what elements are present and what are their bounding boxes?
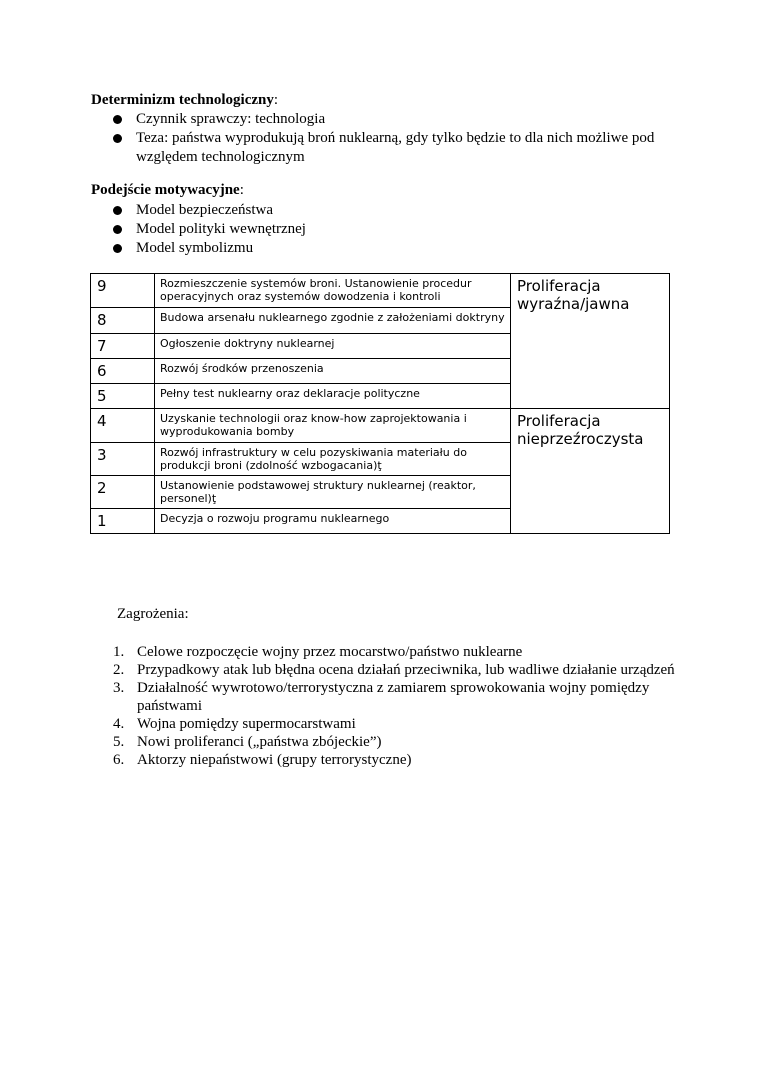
stage-description: Rozwój infrastruktury w celu pozyskiwania materiału do produkcji broni (zdolność wzbogacania)ţ xyxy=(155,443,511,476)
stage-description: Rozmieszczenie systemów broni. Ustanowienie procedur operacyjnych oraz systemów dowodzenia i kontroli xyxy=(155,274,511,308)
stage-description: Uzyskanie technologii oraz know-how zaprojektowania i wyprodukowania bomby xyxy=(155,409,511,443)
stage-number: 3 xyxy=(91,443,155,476)
stage-number: 7 xyxy=(91,334,155,359)
list-number: 2. xyxy=(113,662,125,678)
list-number: 3. xyxy=(113,680,125,696)
determinism-bullet-list xyxy=(112,110,682,167)
threats-list xyxy=(113,643,683,769)
stage-number: 2 xyxy=(91,476,155,509)
list-item: Model symbolizmu xyxy=(112,239,682,258)
stage-number: 5 xyxy=(91,384,155,409)
bullet-icon xyxy=(113,115,122,124)
bullet-icon xyxy=(113,244,122,253)
stage-number: 9 xyxy=(91,274,155,308)
stage-description: Pełny test nuklearny oraz deklaracje polityczne xyxy=(155,384,511,409)
stage-number: 4 xyxy=(91,409,155,443)
list-item: 2. Przypadkowy atak lub błędna ocena działań przeciwnika, lub wadliwe działanie urządzeń xyxy=(113,662,675,678)
table-row xyxy=(91,274,670,308)
threats-heading: Zagrożenia: xyxy=(117,606,189,622)
list-number: 5. xyxy=(113,734,125,750)
list-item: Model polityki wewnętrznej xyxy=(112,220,682,239)
section-heading-determinism: Determinizm technologiczny: xyxy=(91,92,279,108)
list-item: 6. Aktorzy niepaństwowi (grupy terrorystyczne) xyxy=(113,752,412,768)
list-item: 4. Wojna pomiędzy supermocarstwami xyxy=(113,716,356,732)
list-item: 1. Celowe rozpoczęcie wojny przez mocarstwo/państwo nuklearne xyxy=(113,644,523,660)
list-item: 5. Nowi proliferanci („państwa zbójeckie”) xyxy=(113,734,382,750)
stage-description: Decyzja o rozwoju programu nuklearnego xyxy=(155,509,511,534)
list-number: 6. xyxy=(113,752,125,768)
stage-number: 6 xyxy=(91,359,155,384)
list-item: Model bezpieczeństwa xyxy=(112,201,682,220)
stage-description: Ogłoszenie doktryny nuklearnej xyxy=(155,334,511,359)
list-number: 1. xyxy=(113,644,125,660)
section-heading-motivational: Podejście motywacyjne: xyxy=(91,182,244,198)
stage-number: 1 xyxy=(91,509,155,534)
list-item: Czynnik sprawczy: technologia xyxy=(112,110,682,129)
motivational-bullet-list xyxy=(112,201,682,258)
bullet-icon xyxy=(113,225,122,234)
list-item: 3. Działalność wywrotowo/terrorystyczna z zamiarem sprowokowania wojny pomiędzy państwami xyxy=(113,680,650,714)
stage-description: Budowa arsenału nuklearnego zgodnie z założeniami doktryny xyxy=(155,308,511,334)
category-overt-proliferation: Proliferacja wyraźna/jawna xyxy=(511,274,670,409)
bullet-icon xyxy=(113,206,122,215)
proliferation-stages-table xyxy=(90,273,670,534)
list-item: Teza: państwa wyprodukują broń nuklearną, gdy tylko będzie to dla nich możliwe pod względem technologicznym xyxy=(112,129,682,167)
list-number: 4. xyxy=(113,716,125,732)
category-opaque-proliferation: Proliferacja nieprzeźroczysta xyxy=(511,409,670,534)
stage-description: Rozwój środków przenoszenia xyxy=(155,359,511,384)
bullet-icon xyxy=(113,134,122,143)
stage-number: 8 xyxy=(91,308,155,334)
table-row xyxy=(91,409,670,443)
stage-description: Ustanowienie podstawowej struktury nuklearnej (reaktor, personel)ţ xyxy=(155,476,511,509)
